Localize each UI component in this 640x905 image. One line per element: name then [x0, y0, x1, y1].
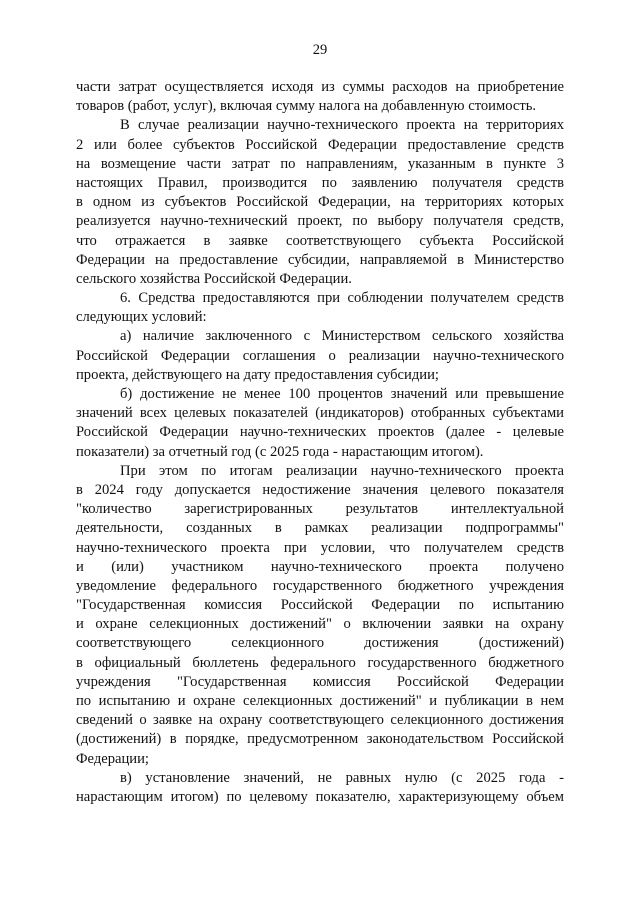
text-line: товаров (работ, услуг), включая сумму налога на добавленную стоимость. — [76, 98, 537, 115]
paragraph — [76, 462, 564, 769]
text-line: что отражается в заявке соответствующего субъекта Российской — [76, 232, 564, 249]
text-line: 2 или более субъектов Российской Федерации предоставление средств — [76, 136, 564, 153]
text-line: следующих условий: — [76, 309, 207, 326]
text-line: научно-технического проекта при условии, что получателем средств — [76, 539, 564, 556]
text-line: показатели) за отчетный год (с 2025 года - нарастающим итогом). — [76, 443, 484, 460]
paragraph — [76, 116, 564, 289]
paragraph — [76, 78, 564, 116]
text-line: Российской Федерации соглашения о реализации научно-технического — [76, 347, 564, 364]
text-line: б) достижение не менее 100 процентов значений или превышение — [120, 386, 564, 402]
text-line: части затрат осуществляется исходя из суммы расходов на приобретение — [76, 79, 564, 95]
text-line: "Государственная комиссия Российской Федерации по испытанию — [76, 597, 564, 614]
text-line: соответствующего селекционного достижения (достижений) — [76, 635, 564, 652]
text-line: деятельности, созданных в рамках реализации подпрограммы" — [76, 520, 564, 537]
text-line: реализуется научно-технический проект, по выбору получателя средств, — [76, 213, 564, 230]
text-line: а) наличие заключенного с Министерством сельского хозяйства — [120, 328, 564, 345]
text-line: учреждения "Государственная комиссия Российской Федерации — [76, 673, 564, 690]
text-line: значений всех целевых показателей (индикаторов) отобранных субъектами — [76, 405, 564, 422]
text-line: нарастающим итогом) по целевому показателю, характеризующему объем — [76, 788, 564, 805]
text-line: уведомление федерального государственного бюджетного учреждения — [76, 577, 564, 594]
text-line: сельского хозяйства Российской Федерации. — [76, 270, 352, 287]
text-line: по испытанию и охране селекционных достижений" и публикации в нем — [76, 693, 564, 709]
text-line: 6. Средства предоставляются при соблюдении получателем средств — [120, 290, 564, 307]
text-line: на возмещение части затрат по направлениям, указанным в пункте 3 — [76, 155, 564, 172]
text-line: "количество зарегистрированных результатов интеллектуальной — [76, 501, 564, 518]
text-line: в официальный бюллетень федерального государственного бюджетного — [76, 654, 564, 671]
paragraph — [76, 327, 564, 385]
text-line: настоящих Правил, производится по заявлению получателя средств — [76, 174, 564, 191]
text-line: Федерации на предоставление субсидии, направляемой в Министерство — [76, 251, 564, 268]
text-line: в одном из субъектов Российской Федерации, на территориях которых — [76, 194, 564, 211]
text-line: в 2024 году допускается недостижение значения целевого показателя — [76, 481, 564, 498]
document-body — [76, 78, 564, 807]
page-number: 29 — [312, 42, 328, 58]
text-line: (достижений) в порядке, предусмотренном законодательством Российской — [76, 731, 564, 748]
text-line: Российской Федерации научно-технических проектов (далее - целевые — [76, 424, 564, 441]
text-line: сведений о заявке на охрану соответствующего селекционного достижения — [76, 712, 564, 729]
text-line: и (или) участником научно-технического проекта получено — [76, 558, 564, 575]
text-line: При этом по итогам реализации научно-технического проекта — [120, 462, 564, 479]
paragraph — [76, 289, 564, 327]
text-line: проекта, действующего на дату предоставления субсидии; — [76, 366, 439, 383]
text-line: и охране селекционных достижений" о включении заявки на охрану — [76, 616, 564, 633]
text-line: В случае реализации научно-технического проекта на территориях — [120, 117, 564, 134]
text-line: в) установление значений, не равных нулю (с 2025 года - — [120, 769, 564, 786]
paragraph — [76, 769, 564, 807]
text-line: Федерации; — [76, 750, 149, 767]
paragraph — [76, 385, 564, 462]
